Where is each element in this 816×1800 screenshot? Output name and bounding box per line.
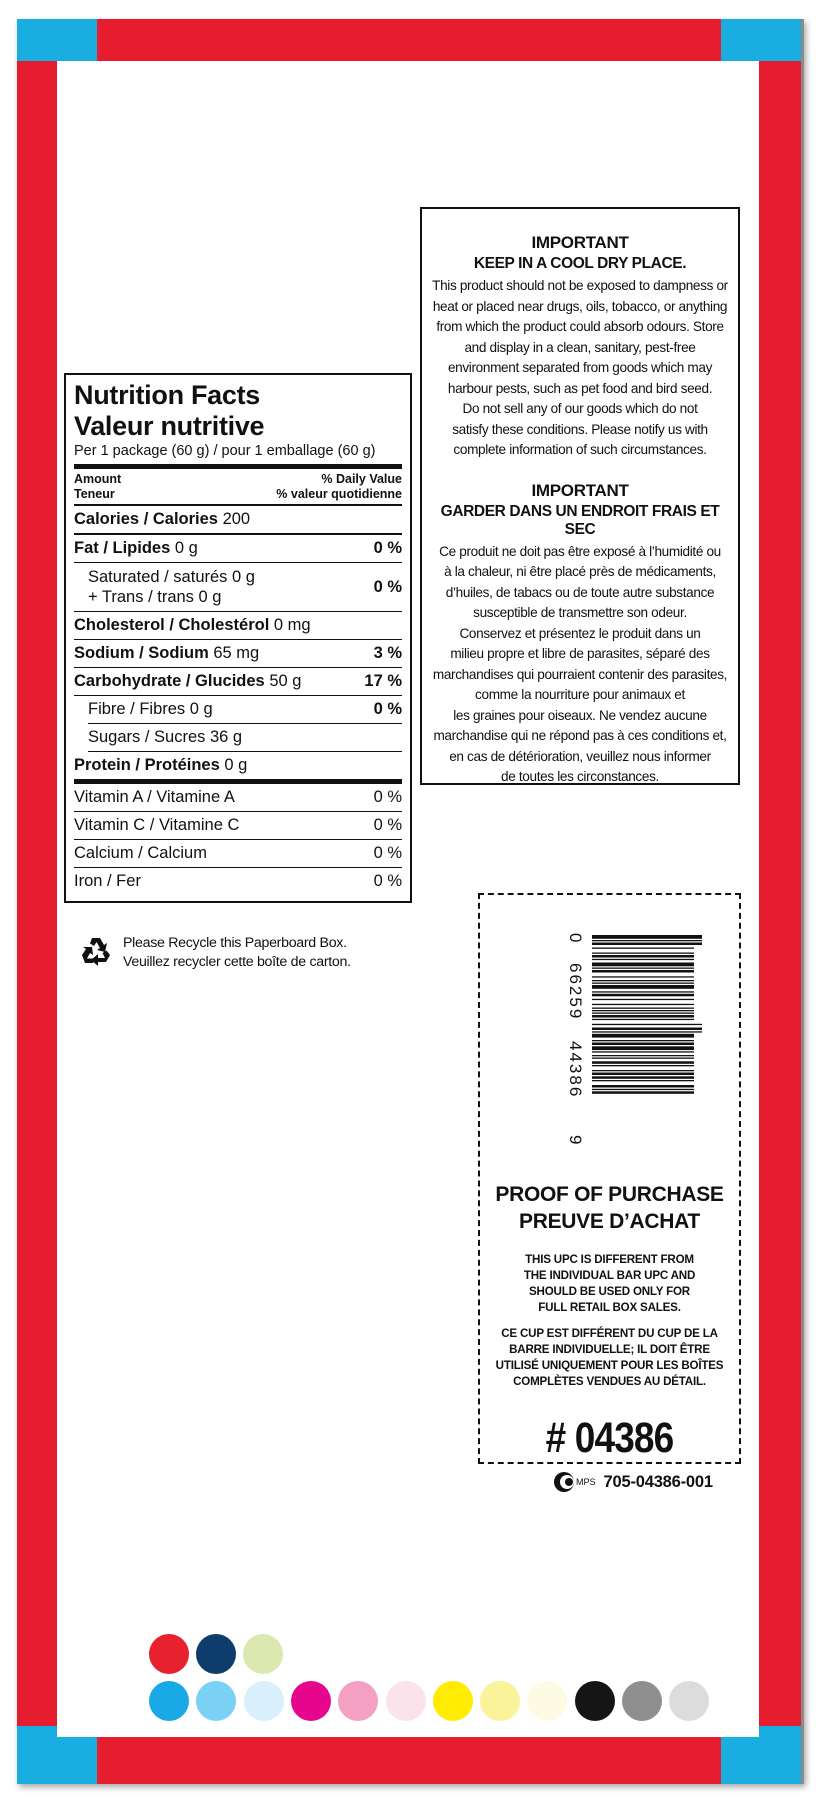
- notice-line: Do not sell any of our goods which do not: [462, 401, 698, 416]
- fibre-pct: 0 %: [373, 700, 402, 718]
- barcode-bar: [592, 948, 694, 949]
- sat-trans-pct: 0 %: [373, 577, 402, 596]
- corner-tab-top-left: [17, 19, 97, 61]
- barcode-bar: [592, 980, 694, 981]
- notice-title-fr: IMPORTANT: [531, 480, 629, 500]
- barcode-bar: [592, 1019, 694, 1020]
- printer-code: [553, 1470, 713, 1494]
- barcode-bar: [592, 940, 702, 941]
- upc-barcode: [552, 923, 707, 1148]
- recycle-icon: [78, 935, 114, 971]
- fat-value: 0 g: [174, 539, 198, 557]
- barcode-bar: [592, 1089, 694, 1090]
- dv-header: [74, 469, 402, 506]
- barcode-bar: [592, 953, 694, 954]
- nutrition-title-en: Nutrition Facts: [74, 380, 261, 410]
- notice-line: harbour pests, such as pet food and bird seed.: [447, 380, 713, 396]
- saturated-line: Saturated / saturés 0 g: [88, 568, 255, 586]
- barcode-bar: [592, 999, 694, 1000]
- fat-label: Fat / Lipides: [74, 539, 171, 557]
- notice-line: Ce produit ne doit pas être exposé à l’humidité ou: [439, 543, 721, 559]
- barcode-digit-check: 9: [566, 1135, 585, 1145]
- calories-label: Calories / Calories: [74, 510, 218, 528]
- color-swatch: [291, 1681, 331, 1721]
- color-swatch: [480, 1681, 520, 1721]
- recycle-line-fr: Veuillez recycler cette boîte de carton.: [123, 954, 351, 970]
- sodium-value: 65 mg: [213, 644, 260, 662]
- vitamin-pct: 0 %: [373, 844, 402, 862]
- barcode-bar: [592, 1080, 694, 1081]
- barcode-bar: [592, 963, 694, 967]
- barcode-bar: [592, 1070, 694, 1071]
- mps-logo-text: MPS: [576, 1477, 596, 1487]
- carb-label: Carbohydrate / Glucides: [74, 672, 265, 690]
- dv-label-en: % Daily Value: [321, 472, 402, 486]
- color-swatch: [386, 1681, 426, 1721]
- row-cholesterol: [74, 612, 402, 640]
- barcode-bar: [592, 991, 694, 992]
- barcode-bar: [592, 1091, 694, 1094]
- upc-note-line: THIS UPC IS DIFFERENT FROM: [525, 1253, 694, 1266]
- notice-subtitle-fr: GARDER DANS UN ENDROIT FRAIS ET SEC: [440, 502, 720, 538]
- barcode-bar: [592, 1085, 694, 1088]
- storage-notice: [420, 207, 740, 785]
- corner-tab-top-right: [721, 19, 801, 61]
- notice-body-en: [432, 276, 728, 461]
- printer-job-code: 705-04386-001: [603, 1472, 713, 1491]
- notice-line: heat or placed near drugs, oils, tobacco, or anything: [432, 298, 728, 314]
- barcode-bar: [592, 1024, 702, 1025]
- barcode-bar: [592, 1076, 694, 1079]
- color-swatch: [149, 1634, 189, 1674]
- trans-line: + Trans / trans 0 g: [88, 588, 222, 606]
- barcode-digits-left: 66259: [566, 963, 585, 1021]
- amount-label-en: Amount: [74, 472, 122, 486]
- notice-line: à la chaleur, ni être placé près de médicaments,: [444, 564, 716, 579]
- notice-line: This product should not be exposed to dampness or: [432, 278, 728, 293]
- proof-of-purchase: [478, 893, 741, 1464]
- barcode-bar: [592, 1015, 694, 1018]
- chol-label: Cholesterol / Cholestérol: [74, 616, 270, 634]
- row-fat: [74, 535, 402, 563]
- barcode-bar: [592, 994, 694, 997]
- notice-line: from which the product could absorb odours. Store: [436, 319, 724, 334]
- row-fibre: [88, 696, 402, 724]
- color-swatch: [622, 1681, 662, 1721]
- barcode-bar: [592, 985, 694, 989]
- barcode-bar: [592, 970, 694, 973]
- upc-note-line: FULL RETAIL BOX SALES.: [538, 1301, 681, 1314]
- chol-value: 0 mg: [273, 616, 311, 634]
- upc-note-fr: [480, 1326, 739, 1390]
- barcode-bar: [592, 959, 694, 960]
- proof-title-fr: PREUVE D’ACHAT: [519, 1210, 700, 1233]
- barcode-bar: [592, 1043, 694, 1046]
- barcode-bar: [592, 1008, 694, 1009]
- notice-block-fr: [432, 481, 728, 788]
- upc-note-line: SHOULD BE USED ONLY FOR: [529, 1285, 690, 1298]
- barcode-bar: [592, 955, 694, 958]
- notice-line: Conservez et présentez le produit dans un: [459, 625, 701, 641]
- mps-logo-icon: [553, 1471, 575, 1493]
- notice-line: marchandise qui ne répond pas à ces conditions et,: [433, 728, 727, 743]
- row-sugars: [88, 724, 402, 752]
- barcode-bar: [592, 1051, 694, 1052]
- amount-label-fr: Teneur: [74, 487, 115, 501]
- row-calories: [74, 506, 402, 535]
- color-swatch: [433, 1681, 473, 1721]
- color-swatch: [149, 1681, 189, 1721]
- row-sat-trans: [74, 563, 402, 612]
- vitamin-label: Calcium / Calcium: [74, 844, 207, 862]
- color-swatch: [338, 1681, 378, 1721]
- recycle-text: [123, 934, 351, 972]
- carb-value: 50 g: [269, 672, 302, 690]
- row-vitamin-c: [74, 812, 402, 840]
- color-swatch: [244, 1681, 284, 1721]
- notice-line: complete information of such circumstances.: [453, 442, 707, 457]
- upc-note-line: BARRE INDIVIDUELLE; IL DOIT ÊTRE: [509, 1343, 710, 1356]
- barcode-digits-right: 44386: [566, 1041, 585, 1099]
- notice-line: d’huiles, de tabacs ou de toute autre substance: [445, 584, 715, 600]
- vitamin-label: Vitamin A / Vitamine A: [74, 788, 235, 806]
- barcode-bar: [592, 976, 694, 977]
- barcode-bar: [592, 1040, 694, 1041]
- notice-line: susceptible de transmettre son odeur.: [473, 605, 687, 620]
- vitamin-pct: 0 %: [373, 872, 402, 890]
- barcode-digit-lead: 0: [566, 933, 585, 943]
- upc-note-line: UTILISÉ UNIQUEMENT POUR LES BOÎTES: [495, 1359, 724, 1372]
- sodium-label: Sodium / Sodium: [74, 644, 209, 662]
- row-carbohydrate: [74, 668, 402, 696]
- barcode-bar: [592, 1031, 702, 1032]
- nutrition-facts-table: [64, 373, 412, 903]
- sodium-pct: 3 %: [373, 644, 402, 662]
- upc-note-line: THE INDIVIDUAL BAR UPC AND: [523, 1269, 696, 1282]
- barcode-bar: [592, 1034, 694, 1038]
- notice-line: en cas de détérioration, veuillez nous informer: [449, 748, 711, 764]
- notice-line: marchandises qui pourraient contenir des parasites,: [432, 666, 728, 682]
- barcode-bar: [592, 968, 694, 969]
- barcode-bar: [592, 1055, 694, 1056]
- fibre-line: Fibre / Fibres 0 g: [88, 700, 213, 718]
- barcode-bar: [592, 1058, 694, 1059]
- row-vitamin-a: [74, 784, 402, 812]
- notice-line: satisfy these conditions. Please notify us with: [452, 421, 708, 437]
- color-swatch: [196, 1634, 236, 1674]
- recycle-note: [78, 932, 388, 982]
- nutrition-title-fr: Valeur nutritive: [74, 411, 265, 441]
- color-swatch: [575, 1681, 615, 1721]
- barcode-bar: [592, 1073, 694, 1076]
- barcode-bar: [592, 1028, 702, 1031]
- barcode-bar: [592, 983, 694, 984]
- notice-line: de toutes les circonstances.: [501, 769, 659, 784]
- color-swatch: [243, 1634, 283, 1674]
- row-protein: [74, 752, 402, 784]
- serving-size: Per 1 package (60 g) / pour 1 emballage (60 g): [74, 442, 402, 469]
- barcode-bar: [592, 943, 702, 946]
- barcode-bar: [592, 1013, 694, 1014]
- notice-subtitle-en: KEEP IN A COOL DRY PLACE.: [473, 255, 687, 272]
- barcode-bar: [592, 935, 702, 939]
- notice-line: milieu propre et libre de parasites, séparé des: [450, 646, 710, 661]
- upc-note-line: CE CUP EST DIFFÉRENT DU CUP DE LA: [501, 1327, 718, 1340]
- protein-label: Protein / Protéines: [74, 756, 220, 774]
- vitamin-label: Vitamin C / Vitamine C: [74, 816, 240, 834]
- notice-line: and display in a clean, sanitary, pest-free: [464, 339, 696, 355]
- recycle-line-en: Please Recycle this Paperboard Box.: [123, 935, 347, 951]
- vitamin-pct: 0 %: [373, 788, 402, 806]
- barcode-bar: [592, 1046, 694, 1050]
- row-iron: [74, 868, 402, 895]
- vitamin-pct: 0 %: [373, 816, 402, 834]
- notice-title-en: IMPORTANT: [531, 233, 629, 252]
- barcode-bar: [592, 1061, 694, 1064]
- proof-title-en: PROOF OF PURCHASE: [495, 1183, 724, 1206]
- notice-line: comme la nourriture pour animaux et: [475, 687, 685, 702]
- row-calcium: [74, 840, 402, 868]
- proof-title: [480, 1181, 739, 1235]
- row-sodium: [74, 640, 402, 668]
- fat-pct: 0 %: [373, 539, 402, 557]
- barcode-bar: [592, 1004, 694, 1005]
- vitamin-label: Iron / Fer: [74, 872, 141, 890]
- calories-value: 200: [222, 510, 251, 528]
- protein-value: 0 g: [224, 756, 248, 774]
- barcode-bar: [592, 1065, 694, 1066]
- notice-line: environment separated from goods which may: [447, 360, 713, 375]
- upc-note-en: [480, 1252, 739, 1316]
- dv-label-fr: % valeur quotidienne: [276, 487, 402, 501]
- notice-line: les graines pour oiseaux. Ne vendez aucune: [453, 707, 707, 723]
- sugars-line: Sugars / Sucres 36 g: [88, 728, 243, 746]
- carb-pct: 17 %: [364, 672, 402, 690]
- barcode-bar: [592, 1010, 694, 1011]
- upc-note-line: COMPLÈTES VENDUES AU DÉTAIL.: [513, 1375, 706, 1388]
- product-number: # 04386: [545, 1414, 674, 1462]
